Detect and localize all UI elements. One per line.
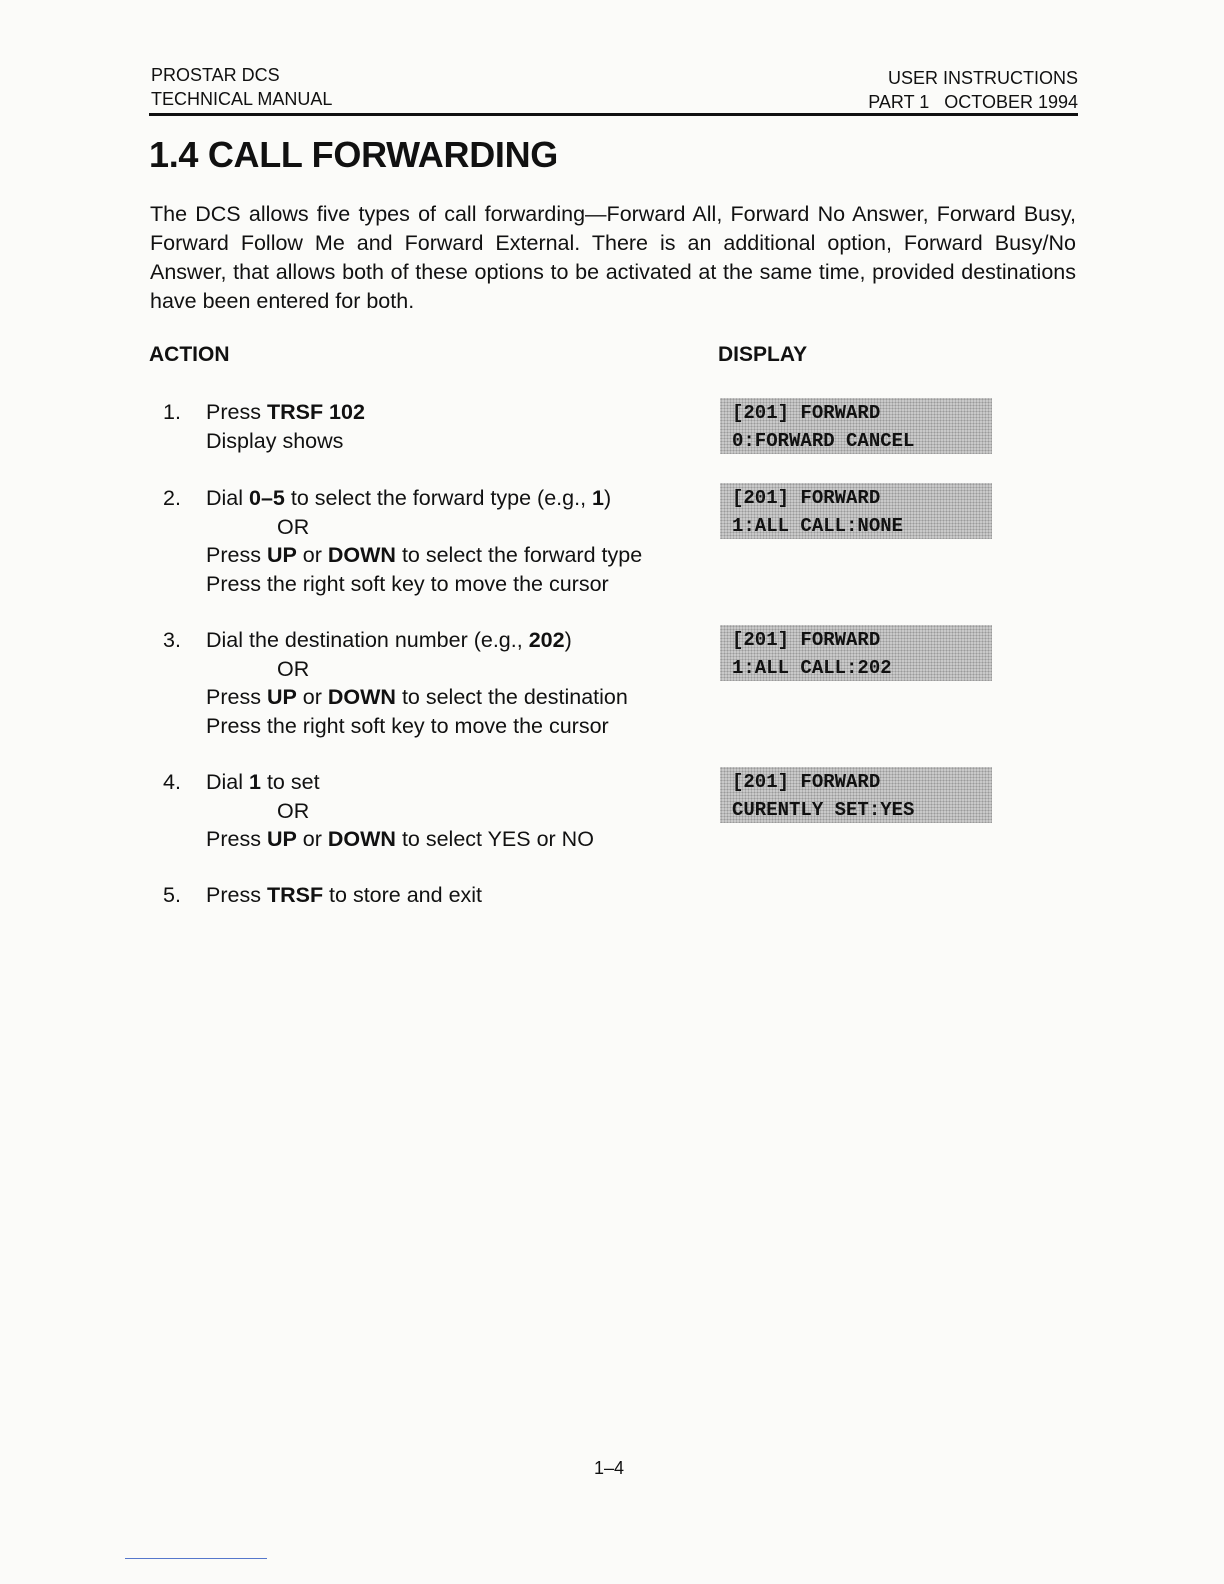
key-name: DOWN — [327, 685, 396, 709]
lcd-row-1: [201] FORWARD — [732, 487, 881, 509]
lcd-row-2: 1:ALL CALL:NONE — [732, 515, 904, 537]
key-name: DOWN — [327, 543, 396, 567]
or-separator: OR — [277, 514, 310, 539]
step-text: Press — [206, 883, 267, 907]
step-text: to select YES or NO — [395, 827, 594, 851]
key-name: TRSF — [266, 883, 324, 907]
step-line — [206, 626, 628, 655]
step-text: to select the forward type (e.g., — [284, 486, 593, 510]
step-line — [206, 768, 594, 797]
lcd-display-1 — [720, 398, 992, 454]
step-line: Press the right soft key to move the cursor — [206, 571, 609, 596]
step-text: to store and exit — [323, 883, 483, 907]
key-name: 0–5 — [249, 486, 285, 510]
step-text: Press — [206, 827, 267, 851]
or-separator: OR — [277, 798, 310, 823]
header-product: PROSTAR DCS — [151, 65, 280, 85]
step-number: 1. — [163, 400, 181, 424]
step-text: Press — [206, 400, 267, 424]
header-divider — [149, 113, 1078, 116]
step-line: Display shows — [206, 428, 344, 453]
header-left — [151, 63, 332, 111]
or-separator: OR — [277, 656, 310, 681]
step-text: or — [296, 827, 328, 851]
step-line — [206, 825, 594, 854]
footer-link-underline — [125, 1558, 267, 1559]
step-text: or — [296, 543, 328, 567]
lcd-row-1: [201] FORWARD — [732, 629, 881, 651]
step-body — [206, 768, 594, 854]
step-text: ) — [603, 486, 612, 510]
page-title: 1.4 CALL FORWARDING — [149, 134, 559, 175]
key-name: UP — [266, 827, 297, 851]
key-name: 202 — [528, 628, 565, 652]
header-section: USER INSTRUCTIONS — [887, 68, 1078, 88]
step-body — [206, 484, 642, 598]
lcd-row-2: 1:ALL CALL:202 — [732, 657, 892, 679]
intro-paragraph: The DCS allows five types of call forwarding—Forward All, Forward No Answer, Forward Busy, Forward Follow Me and Forward External. There is an additional option, Forward Busy/No Answer, that allows both of these options to be activated at the same time, provided destinations have been entered for both. — [150, 202, 1076, 313]
step-text: Dial the destination number (e.g., — [206, 628, 529, 652]
step-number: 2. — [163, 486, 181, 510]
key-name: UP — [266, 685, 297, 709]
action-column-heading: ACTION — [149, 343, 230, 366]
lcd-display-2 — [720, 483, 992, 539]
key-name: DOWN — [327, 827, 396, 851]
key-name: 1 — [592, 486, 604, 510]
step-text: Press — [206, 543, 267, 567]
step-line — [206, 484, 642, 513]
lcd-row-2: 0:FORWARD CANCEL — [732, 430, 915, 452]
step-line: Press the right soft key to move the cursor — [206, 713, 609, 738]
header-manual-type: TECHNICAL MANUAL — [151, 89, 333, 109]
lcd-row-2: CURENTLY SET:YES — [732, 799, 915, 821]
lcd-display-3 — [720, 625, 992, 681]
step-text: ) — [564, 628, 572, 652]
step-body — [206, 626, 628, 740]
step-body — [206, 398, 365, 455]
lcd-row-1: [201] FORWARD — [732, 771, 881, 793]
step-number: 4. — [163, 770, 181, 794]
step-number: 5. — [163, 883, 181, 907]
step-line — [206, 398, 365, 427]
step-text: Press — [206, 685, 267, 709]
step-text: or — [296, 685, 328, 709]
step-line — [206, 881, 482, 910]
step-number: 3. — [163, 628, 181, 652]
key-name: TRSF 102 — [266, 400, 365, 424]
step-text: to set — [260, 770, 320, 794]
key-name: UP — [266, 543, 297, 567]
step-text: Dial — [206, 770, 250, 794]
key-name: 1 — [249, 770, 261, 794]
display-column-heading: DISPLAY — [718, 343, 808, 366]
step-body — [206, 881, 482, 910]
step-text: to select the forward type — [395, 543, 643, 567]
header-part-date: PART 1 OCTOBER 1994 — [868, 92, 1078, 112]
step-line — [206, 683, 628, 712]
lcd-display-4 — [720, 767, 992, 823]
header-right — [868, 66, 1078, 114]
step-text: to select the destination — [395, 685, 628, 709]
step-text: Dial — [206, 486, 250, 510]
lcd-row-1: [201] FORWARD — [732, 402, 881, 424]
step-line — [206, 541, 642, 570]
page-number: 1–4 — [594, 1458, 625, 1478]
